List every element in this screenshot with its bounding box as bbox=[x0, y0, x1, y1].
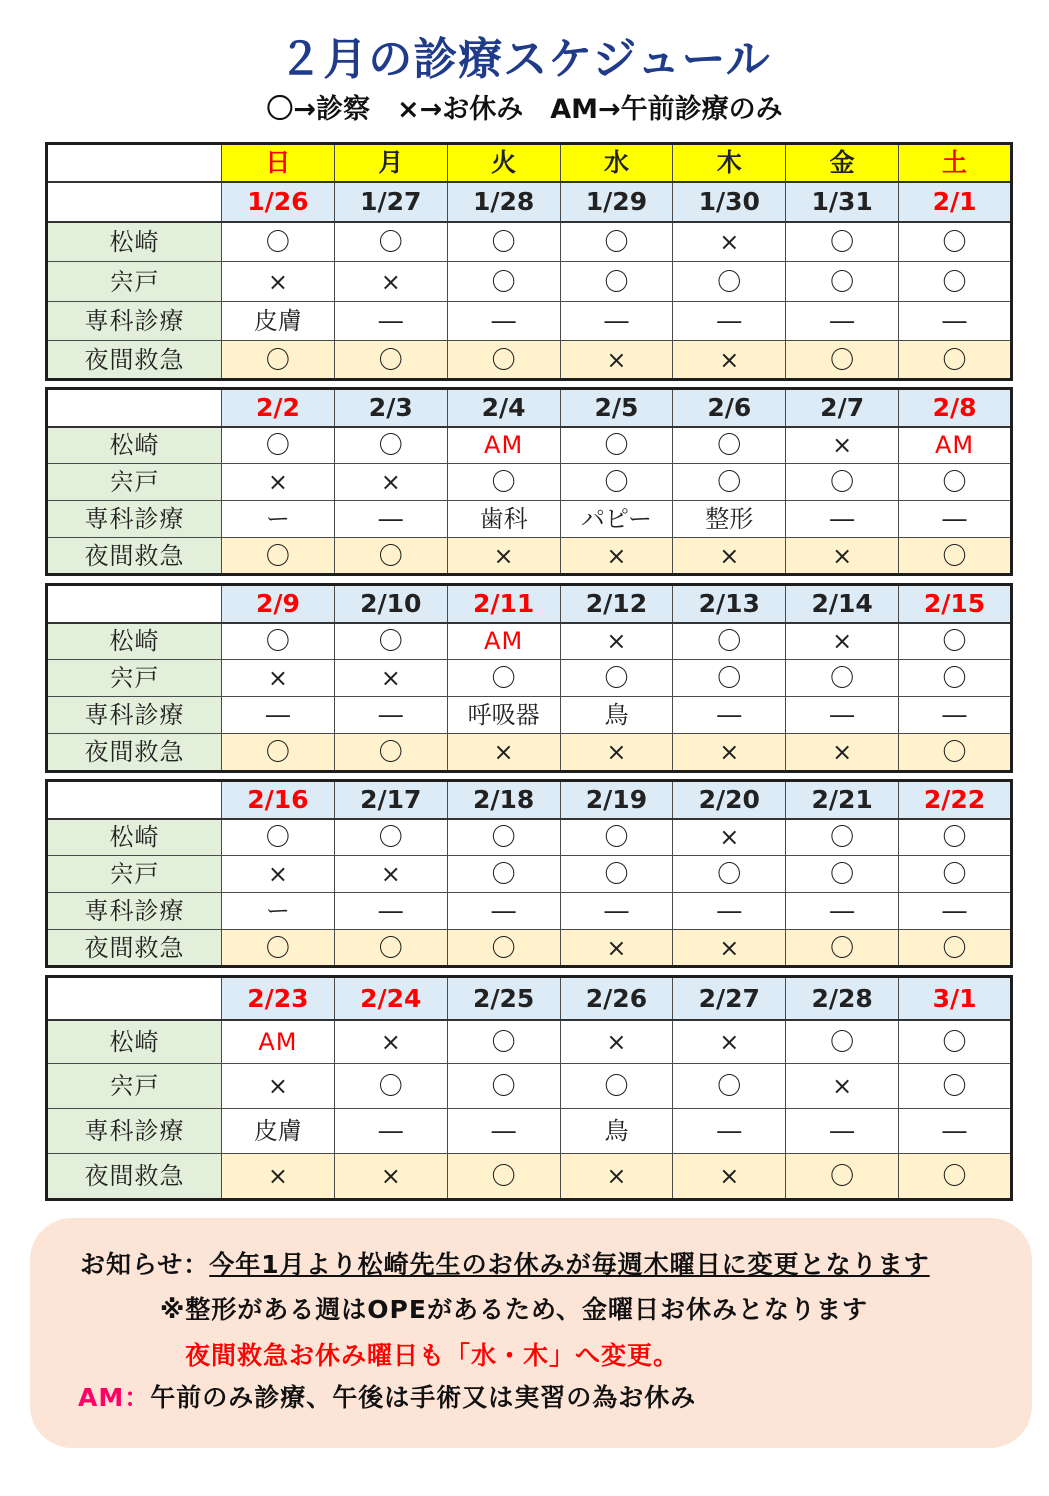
blank-label-cell bbox=[47, 585, 222, 623]
row-label-night-emergency: 夜間救急 bbox=[47, 930, 222, 967]
shishido-cell: 〇 bbox=[560, 856, 673, 893]
date-cell: 2/9 bbox=[222, 585, 335, 623]
matsuzaki-cell: 〇 bbox=[786, 819, 899, 856]
notice-line-1 bbox=[80, 1249, 930, 1281]
matsuzaki-cell: 〇 bbox=[447, 1020, 560, 1064]
specialty-cell: ― bbox=[334, 1109, 447, 1154]
specialty-cell: 皮膚 bbox=[222, 302, 335, 341]
weekday-tue: 火 bbox=[447, 144, 560, 182]
night-emergency-cell: 〇 bbox=[222, 930, 335, 967]
date-cell: 2/13 bbox=[673, 585, 786, 623]
matsuzaki-cell: × bbox=[560, 623, 673, 660]
date-cell: 2/8 bbox=[899, 389, 1012, 427]
shishido-row bbox=[47, 464, 1012, 501]
specialty-cell: ― bbox=[560, 302, 673, 341]
night-emergency-cell: 〇 bbox=[334, 734, 447, 772]
specialty-row bbox=[47, 697, 1012, 734]
date-row bbox=[47, 977, 1012, 1020]
shishido-cell: × bbox=[222, 660, 335, 697]
row-label-night-emergency: 夜間救急 bbox=[47, 1154, 222, 1200]
specialty-cell: ― bbox=[447, 1109, 560, 1154]
matsuzaki-cell: 〇 bbox=[222, 623, 335, 660]
date-cell: 2/12 bbox=[560, 585, 673, 623]
specialty-cell: 鳥 bbox=[560, 1109, 673, 1154]
matsuzaki-cell: 〇 bbox=[899, 222, 1012, 262]
shishido-cell: 〇 bbox=[786, 262, 899, 302]
night-emergency-cell: × bbox=[560, 341, 673, 380]
date-cell: 2/2 bbox=[222, 389, 335, 427]
shishido-cell: 〇 bbox=[899, 262, 1012, 302]
date-cell: 2/24 bbox=[334, 977, 447, 1020]
matsuzaki-cell: AM bbox=[899, 427, 1012, 464]
row-label-specialty: 専科診療 bbox=[47, 501, 222, 538]
specialty-row bbox=[47, 1109, 1012, 1154]
night-emergency-row bbox=[47, 734, 1012, 772]
date-cell: 2/25 bbox=[447, 977, 560, 1020]
matsuzaki-cell: 〇 bbox=[222, 819, 335, 856]
matsuzaki-cell: 〇 bbox=[560, 819, 673, 856]
shishido-row bbox=[47, 856, 1012, 893]
night-emergency-cell: × bbox=[447, 538, 560, 575]
row-label-matsuzaki: 松崎 bbox=[47, 1020, 222, 1064]
matsuzaki-cell: × bbox=[673, 222, 786, 262]
date-cell: 2/3 bbox=[334, 389, 447, 427]
matsuzaki-cell: 〇 bbox=[560, 222, 673, 262]
night-emergency-cell: 〇 bbox=[447, 341, 560, 380]
specialty-cell: ― bbox=[899, 1109, 1012, 1154]
weekday-sat: 土 bbox=[899, 144, 1012, 182]
date-cell: 2/20 bbox=[673, 781, 786, 819]
row-label-matsuzaki: 松崎 bbox=[47, 623, 222, 660]
shishido-cell: 〇 bbox=[673, 262, 786, 302]
matsuzaki-cell: 〇 bbox=[786, 1020, 899, 1064]
shishido-cell: 〇 bbox=[899, 660, 1012, 697]
night-emergency-cell: 〇 bbox=[334, 538, 447, 575]
night-emergency-cell: × bbox=[560, 930, 673, 967]
date-cell: 2/1 bbox=[899, 182, 1012, 222]
shishido-cell: 〇 bbox=[673, 856, 786, 893]
row-label-night-emergency: 夜間救急 bbox=[47, 734, 222, 772]
row-label-night-emergency: 夜間救急 bbox=[47, 538, 222, 575]
night-emergency-cell: × bbox=[560, 538, 673, 575]
date-cell: 2/22 bbox=[899, 781, 1012, 819]
night-emergency-cell: × bbox=[786, 538, 899, 575]
date-cell: 2/11 bbox=[447, 585, 560, 623]
night-emergency-cell: × bbox=[673, 930, 786, 967]
shishido-cell: × bbox=[222, 856, 335, 893]
shishido-cell: 〇 bbox=[786, 856, 899, 893]
night-emergency-cell: 〇 bbox=[222, 341, 335, 380]
date-cell: 2/21 bbox=[786, 781, 899, 819]
week-1-table bbox=[45, 142, 1013, 381]
am-description: 午前のみ診療、午後は手術又は実習の為お休み bbox=[150, 1383, 697, 1412]
night-emergency-cell: × bbox=[222, 1154, 335, 1200]
matsuzaki-cell: 〇 bbox=[334, 427, 447, 464]
matsuzaki-row bbox=[47, 1020, 1012, 1064]
legend-text: 〇→診察 ×→お休み AM→午前診療のみ bbox=[266, 94, 783, 125]
matsuzaki-cell: 〇 bbox=[673, 427, 786, 464]
date-cell: 1/28 bbox=[447, 182, 560, 222]
blank-label-cell bbox=[47, 977, 222, 1020]
night-emergency-cell: × bbox=[673, 734, 786, 772]
matsuzaki-cell: 〇 bbox=[222, 222, 335, 262]
row-label-shishido: 宍戸 bbox=[47, 660, 222, 697]
shishido-cell: 〇 bbox=[447, 856, 560, 893]
matsuzaki-cell: × bbox=[786, 427, 899, 464]
matsuzaki-cell: × bbox=[560, 1020, 673, 1064]
specialty-cell: 呼吸器 bbox=[447, 697, 560, 734]
matsuzaki-cell: 〇 bbox=[447, 819, 560, 856]
page-title: ２月の診療スケジュール bbox=[278, 34, 771, 85]
blank-label-cell bbox=[47, 144, 222, 182]
weekday-thu: 木 bbox=[673, 144, 786, 182]
night-emergency-row bbox=[47, 538, 1012, 575]
shishido-cell: 〇 bbox=[786, 464, 899, 501]
matsuzaki-cell: 〇 bbox=[899, 1020, 1012, 1064]
night-emergency-row bbox=[47, 1154, 1012, 1200]
night-emergency-cell: 〇 bbox=[899, 341, 1012, 380]
night-emergency-cell: 〇 bbox=[786, 930, 899, 967]
matsuzaki-cell: 〇 bbox=[334, 819, 447, 856]
specialty-cell: ー bbox=[222, 501, 335, 538]
notice-heading: お知らせ： bbox=[80, 1250, 210, 1279]
date-cell: 2/7 bbox=[786, 389, 899, 427]
row-label-matsuzaki: 松崎 bbox=[47, 222, 222, 262]
shishido-row bbox=[47, 660, 1012, 697]
weekday-sun: 日 bbox=[222, 144, 335, 182]
date-cell: 1/30 bbox=[673, 182, 786, 222]
date-cell: 2/28 bbox=[786, 977, 899, 1020]
matsuzaki-row bbox=[47, 222, 1012, 262]
specialty-cell: ― bbox=[786, 302, 899, 341]
specialty-cell: ― bbox=[447, 302, 560, 341]
specialty-cell: ー bbox=[222, 893, 335, 930]
specialty-cell: ― bbox=[786, 893, 899, 930]
night-emergency-cell: 〇 bbox=[899, 538, 1012, 575]
matsuzaki-cell: 〇 bbox=[334, 222, 447, 262]
matsuzaki-cell: AM bbox=[447, 427, 560, 464]
night-emergency-cell: 〇 bbox=[222, 734, 335, 772]
shishido-cell: 〇 bbox=[447, 660, 560, 697]
date-cell: 1/31 bbox=[786, 182, 899, 222]
specialty-cell: ― bbox=[560, 893, 673, 930]
night-emergency-cell: × bbox=[334, 1154, 447, 1200]
night-emergency-row bbox=[47, 930, 1012, 967]
specialty-cell: 歯科 bbox=[447, 501, 560, 538]
shishido-cell: 〇 bbox=[673, 464, 786, 501]
week-4-table bbox=[45, 779, 1013, 968]
night-emergency-cell: × bbox=[673, 341, 786, 380]
date-cell: 2/16 bbox=[222, 781, 335, 819]
week-5-table bbox=[45, 975, 1013, 1201]
weekday-mon: 月 bbox=[334, 144, 447, 182]
notice-line-4 bbox=[78, 1382, 696, 1414]
date-cell: 2/18 bbox=[447, 781, 560, 819]
specialty-cell: ― bbox=[673, 893, 786, 930]
night-emergency-cell: 〇 bbox=[222, 538, 335, 575]
matsuzaki-cell: 〇 bbox=[786, 222, 899, 262]
specialty-cell: ― bbox=[786, 1109, 899, 1154]
specialty-cell: ― bbox=[786, 501, 899, 538]
specialty-cell: 整形 bbox=[673, 501, 786, 538]
specialty-cell: 皮膚 bbox=[222, 1109, 335, 1154]
night-emergency-cell: 〇 bbox=[447, 1154, 560, 1200]
shishido-cell: 〇 bbox=[673, 1064, 786, 1109]
shishido-cell: × bbox=[334, 856, 447, 893]
date-cell: 2/26 bbox=[560, 977, 673, 1020]
notice-line-3: 夜間救急お休み曜日も「水・木」へ変更。 bbox=[185, 1341, 680, 1370]
date-cell: 1/27 bbox=[334, 182, 447, 222]
matsuzaki-cell: AM bbox=[447, 623, 560, 660]
shishido-cell: 〇 bbox=[673, 660, 786, 697]
specialty-cell: ― bbox=[899, 893, 1012, 930]
matsuzaki-cell: 〇 bbox=[899, 819, 1012, 856]
specialty-cell: ― bbox=[334, 501, 447, 538]
date-cell: 1/26 bbox=[222, 182, 335, 222]
shishido-cell: 〇 bbox=[899, 464, 1012, 501]
shishido-cell: 〇 bbox=[560, 262, 673, 302]
date-row bbox=[47, 781, 1012, 819]
date-row bbox=[47, 585, 1012, 623]
matsuzaki-cell: AM bbox=[222, 1020, 335, 1064]
date-cell: 2/10 bbox=[334, 585, 447, 623]
specialty-row bbox=[47, 893, 1012, 930]
matsuzaki-cell: 〇 bbox=[222, 427, 335, 464]
matsuzaki-row bbox=[47, 623, 1012, 660]
date-row bbox=[47, 389, 1012, 427]
night-emergency-cell: 〇 bbox=[899, 930, 1012, 967]
matsuzaki-cell: 〇 bbox=[899, 623, 1012, 660]
shishido-row bbox=[47, 262, 1012, 302]
specialty-cell: ― bbox=[899, 697, 1012, 734]
night-emergency-cell: 〇 bbox=[786, 341, 899, 380]
shishido-cell: 〇 bbox=[447, 262, 560, 302]
notice-box bbox=[30, 1218, 1032, 1448]
specialty-cell: ― bbox=[334, 302, 447, 341]
date-cell: 2/15 bbox=[899, 585, 1012, 623]
specialty-cell: ― bbox=[673, 1109, 786, 1154]
matsuzaki-cell: 〇 bbox=[447, 222, 560, 262]
night-emergency-cell: 〇 bbox=[447, 930, 560, 967]
row-label-shishido: 宍戸 bbox=[47, 856, 222, 893]
specialty-cell: ― bbox=[899, 302, 1012, 341]
shishido-cell: 〇 bbox=[899, 856, 1012, 893]
matsuzaki-row bbox=[47, 819, 1012, 856]
night-emergency-cell: × bbox=[560, 734, 673, 772]
shishido-cell: × bbox=[222, 464, 335, 501]
shishido-cell: 〇 bbox=[899, 1064, 1012, 1109]
row-label-shishido: 宍戸 bbox=[47, 262, 222, 302]
night-emergency-cell: 〇 bbox=[899, 1154, 1012, 1200]
specialty-cell: ― bbox=[673, 697, 786, 734]
row-label-shishido: 宍戸 bbox=[47, 1064, 222, 1109]
row-label-specialty: 専科診療 bbox=[47, 1109, 222, 1154]
shishido-cell: 〇 bbox=[560, 660, 673, 697]
shishido-cell: 〇 bbox=[447, 1064, 560, 1109]
date-cell: 2/19 bbox=[560, 781, 673, 819]
week-3-table bbox=[45, 583, 1013, 773]
shishido-cell: × bbox=[334, 660, 447, 697]
specialty-cell: ― bbox=[334, 893, 447, 930]
row-label-matsuzaki: 松崎 bbox=[47, 427, 222, 464]
shishido-cell: × bbox=[786, 1064, 899, 1109]
specialty-row bbox=[47, 501, 1012, 538]
date-cell: 2/5 bbox=[560, 389, 673, 427]
row-label-shishido: 宍戸 bbox=[47, 464, 222, 501]
weekday-wed: 水 bbox=[560, 144, 673, 182]
date-row bbox=[47, 182, 1012, 222]
specialty-cell: ― bbox=[899, 501, 1012, 538]
night-emergency-cell: × bbox=[786, 734, 899, 772]
matsuzaki-cell: 〇 bbox=[560, 427, 673, 464]
blank-label-cell bbox=[47, 781, 222, 819]
date-cell: 2/27 bbox=[673, 977, 786, 1020]
specialty-cell: ― bbox=[447, 893, 560, 930]
shishido-cell: 〇 bbox=[560, 1064, 673, 1109]
matsuzaki-cell: × bbox=[334, 1020, 447, 1064]
week-2-table bbox=[45, 387, 1013, 576]
shishido-cell: 〇 bbox=[447, 464, 560, 501]
night-emergency-cell: × bbox=[560, 1154, 673, 1200]
night-emergency-cell: 〇 bbox=[334, 930, 447, 967]
night-emergency-cell: × bbox=[447, 734, 560, 772]
night-emergency-row bbox=[47, 341, 1012, 380]
date-cell: 2/23 bbox=[222, 977, 335, 1020]
row-label-night-emergency: 夜間救急 bbox=[47, 341, 222, 380]
night-emergency-cell: 〇 bbox=[334, 341, 447, 380]
specialty-row bbox=[47, 302, 1012, 341]
shishido-cell: × bbox=[334, 464, 447, 501]
shishido-cell: × bbox=[334, 262, 447, 302]
notice-line-2: ※整形がある週はOPEがあるため、金曜日お休みとなります bbox=[160, 1295, 868, 1324]
shishido-cell: 〇 bbox=[786, 660, 899, 697]
weekday-header-row bbox=[47, 144, 1012, 182]
matsuzaki-cell: × bbox=[673, 819, 786, 856]
weekday-fri: 金 bbox=[786, 144, 899, 182]
shishido-row bbox=[47, 1064, 1012, 1109]
row-label-specialty: 専科診療 bbox=[47, 893, 222, 930]
row-label-specialty: 専科診療 bbox=[47, 302, 222, 341]
date-cell: 3/1 bbox=[899, 977, 1012, 1020]
matsuzaki-cell: 〇 bbox=[673, 623, 786, 660]
matsuzaki-cell: 〇 bbox=[334, 623, 447, 660]
shishido-cell: 〇 bbox=[334, 1064, 447, 1109]
night-emergency-cell: 〇 bbox=[899, 734, 1012, 772]
specialty-cell: パピー bbox=[560, 501, 673, 538]
date-cell: 1/29 bbox=[560, 182, 673, 222]
night-emergency-cell: 〇 bbox=[786, 1154, 899, 1200]
night-emergency-cell: × bbox=[673, 1154, 786, 1200]
matsuzaki-row bbox=[47, 427, 1012, 464]
specialty-cell: ― bbox=[334, 697, 447, 734]
notice-change-text: 今年1月より松崎先生のお休みが毎週木曜日に変更となります bbox=[209, 1250, 930, 1279]
date-cell: 2/14 bbox=[786, 585, 899, 623]
shishido-cell: 〇 bbox=[560, 464, 673, 501]
blank-label-cell bbox=[47, 182, 222, 222]
night-emergency-cell: × bbox=[673, 538, 786, 575]
shishido-cell: × bbox=[222, 1064, 335, 1109]
specialty-cell: ― bbox=[673, 302, 786, 341]
date-cell: 2/6 bbox=[673, 389, 786, 427]
date-cell: 2/4 bbox=[447, 389, 560, 427]
matsuzaki-cell: × bbox=[673, 1020, 786, 1064]
row-label-specialty: 専科診療 bbox=[47, 697, 222, 734]
row-label-matsuzaki: 松崎 bbox=[47, 819, 222, 856]
shishido-cell: × bbox=[222, 262, 335, 302]
blank-label-cell bbox=[47, 389, 222, 427]
date-cell: 2/17 bbox=[334, 781, 447, 819]
matsuzaki-cell: × bbox=[786, 623, 899, 660]
specialty-cell: 鳥 bbox=[560, 697, 673, 734]
am-label: AM： bbox=[78, 1383, 151, 1412]
specialty-cell: ― bbox=[786, 697, 899, 734]
specialty-cell: ― bbox=[222, 697, 335, 734]
